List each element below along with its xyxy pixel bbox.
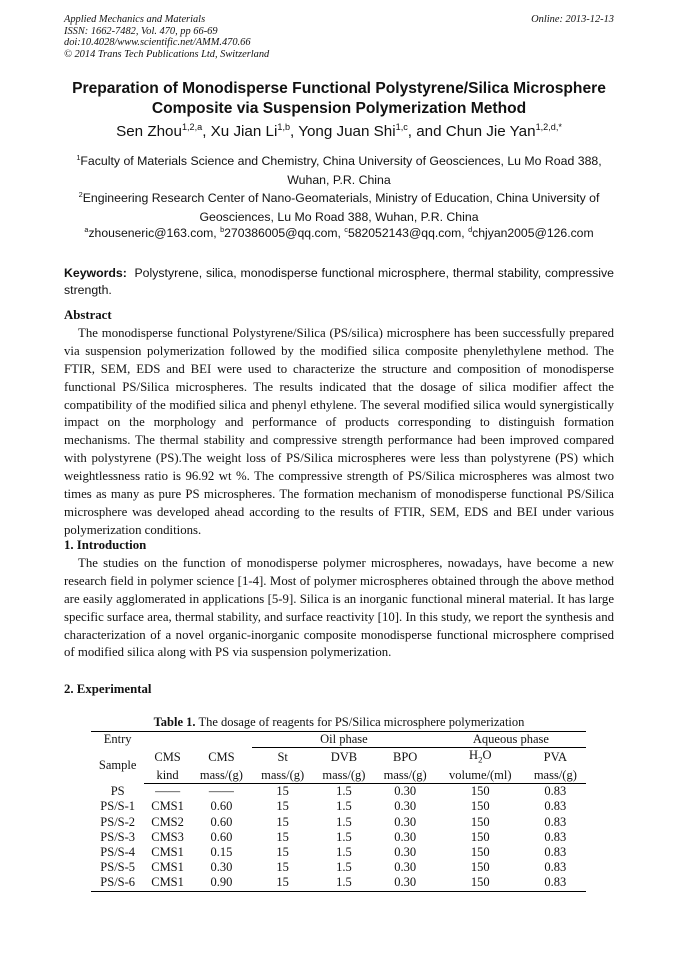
table-cell: CMS1 — [144, 875, 190, 891]
table-row — [91, 875, 586, 891]
table-cell: PS/S-1 — [100, 799, 136, 814]
author: Yong Juan Shi$^{1,c}$, and — [298, 121, 446, 140]
table-cell: 0.83 — [544, 799, 567, 814]
table-cell: 0.60 — [210, 799, 233, 814]
table-cell: 150 — [470, 784, 490, 799]
table-cell: 150 — [470, 829, 490, 844]
author: Xu Jian Li$^{1,b}$, — [210, 121, 299, 140]
running-header — [64, 14, 614, 60]
author: Chun Jie Yan$^{1,2,d,*}$ — [445, 121, 562, 140]
online-date: Online: 2013-12-13 — [531, 14, 614, 25]
table-cell: 0.60 — [210, 829, 233, 844]
table-cell: 150 — [436, 875, 525, 891]
table-cell: PS/S-3 — [100, 829, 136, 844]
table-cell: CMS1 — [151, 860, 184, 875]
table-cell: 15 — [276, 799, 289, 814]
table-cell: —— — [155, 784, 181, 799]
column-unit: mass/(g) — [313, 768, 374, 784]
table-header-row — [91, 732, 586, 748]
table-row — [91, 845, 586, 860]
table-row — [91, 830, 586, 845]
author-list — [30, 123, 648, 140]
table-row — [91, 815, 586, 830]
column-unit: mass/(g) — [252, 768, 313, 784]
email: $^d$chjyan2005@126.com — [468, 224, 594, 240]
title-line-1: Preparation of Monodisperse Functional Polystyrene/Silica Microsphere — [72, 80, 606, 97]
table-header-row — [91, 768, 586, 784]
author: Sen Zhou$^{1,2,a}$, — [116, 121, 211, 140]
table-cell: 150 — [470, 814, 490, 829]
table-cell: 1.5 — [336, 844, 352, 859]
table-cell: PS/S-2 — [100, 814, 136, 829]
affiliation-2: $^2$Engineering Research Center of Nano-Geomaterials, Ministry of Education, China University of Geosciences, Lu Mo Road 388, Wuhan, P.R. China — [78, 189, 600, 224]
column-header: St — [277, 750, 288, 765]
table-cell: 150 — [470, 860, 490, 875]
email: $^b$270386005@qq.com, — [220, 224, 345, 240]
table-cell: 0.30 — [394, 829, 417, 844]
table-cell: 0.15 — [210, 844, 233, 859]
table-cell: 0.83 — [544, 814, 567, 829]
copyright-line: © 2014 Trans Tech Publications Ltd, Switzerland — [64, 48, 270, 60]
keywords — [64, 265, 614, 299]
table-cell: 0.30 — [394, 844, 417, 859]
table-cell: CMS3 — [151, 829, 184, 844]
table-cell: 15 — [276, 829, 289, 844]
introduction-text: The studies on the function of monodisperse polymer microspheres, nowadays, have become a new research field in polymer science [1-4]. Most of polymer microspheres obtained through the above method are easily agglomerated in applications [5-9]. Silica is an inorganic functional mineral material. It has large specific surface area, thermal stability, and surface reactivity [10]. In this study, we report the synthesis and characterization of a novel organic-inorganic composite monodisperse functional microsphere comprised of modified silica along with PS via suspension polymerization. — [64, 555, 614, 660]
doi-line: doi:10.4028/www.scientific.net/AMM.470.66 — [64, 37, 251, 49]
experimental-section — [64, 681, 614, 699]
column-unit: mass/(g) — [525, 768, 586, 784]
affiliation-1: $^1$Faculty of Materials Science and Chemistry, China University of Geosciences, Lu Mo Road 388, Wuhan, P.R. China — [76, 152, 602, 187]
table-cell: 15 — [276, 784, 289, 799]
table-cell: 0.30 — [394, 860, 417, 875]
table-cell: 1.5 — [336, 814, 352, 829]
column-unit: volume/(ml) — [436, 768, 525, 784]
table-cell: 15 — [276, 860, 289, 875]
title-line-2: Composite via Suspension Polymerization Method — [151, 99, 527, 117]
experimental-heading: 2. Experimental — [64, 682, 152, 696]
introduction-heading: 1. Introduction — [64, 538, 147, 552]
table-cell: 1.5 — [313, 875, 374, 891]
column-header: PVA — [543, 750, 568, 765]
column-unit: mass/(g) — [191, 768, 252, 784]
author-emails — [40, 226, 638, 240]
table-cell: 1.5 — [336, 799, 352, 814]
email: $^c$582052143@qq.com, — [344, 224, 469, 240]
table-caption: Table 1. The dosage of reagents for PS/Silica microsphere polymerization — [153, 715, 525, 729]
table-row — [91, 784, 586, 800]
table-cell: 0.60 — [210, 814, 233, 829]
table-cell: PS/S-4 — [100, 844, 136, 859]
abstract-section — [64, 307, 614, 540]
column-unit: kind — [144, 768, 190, 784]
table-cell: PS/S-6 — [91, 875, 144, 891]
column-header: CMS — [154, 750, 181, 765]
table-cell: 1.5 — [336, 829, 352, 844]
column-header: BPO — [393, 750, 418, 765]
keywords-text: Polystyrene, silica, monodisperse functional microsphere, thermal stability, compressive strength. — [64, 266, 614, 297]
table-row — [91, 799, 586, 814]
aqueous-phase-header: Aqueous phase — [436, 732, 586, 748]
table-cell: 0.30 — [375, 875, 436, 891]
introduction-section — [64, 537, 614, 662]
column-header: DVB — [330, 750, 358, 765]
table-cell: 0.30 — [210, 860, 233, 875]
table-cell: 0.90 — [191, 875, 252, 891]
table-cell: 0.83 — [544, 829, 567, 844]
column-header: $H_2O$ — [469, 748, 492, 765]
entry-header: Entry — [91, 732, 144, 748]
table-cell: CMS1 — [151, 844, 184, 859]
column-header: CMS — [208, 750, 235, 765]
email: $^a$zhouseneric@163.com, — [84, 224, 221, 240]
table-cell: 0.30 — [394, 784, 417, 799]
table-cell: 1.5 — [336, 784, 352, 799]
column-unit: mass/(g) — [375, 768, 436, 784]
table-cell: CMS2 — [151, 814, 184, 829]
table-cell: 150 — [470, 844, 490, 859]
table-cell: PS/S-5 — [100, 860, 136, 875]
keywords-label: Keywords: — [64, 266, 127, 280]
table-cell: 0.83 — [544, 844, 567, 859]
table-cell: 15 — [252, 875, 313, 891]
table-header-row — [91, 748, 586, 768]
table-cell: 0.83 — [544, 784, 567, 799]
table-cell: 0.83 — [525, 875, 586, 891]
table-cell: 1.5 — [336, 860, 352, 875]
table-cell: 15 — [276, 844, 289, 859]
table-cell: CMS1 — [151, 799, 184, 814]
table-cell: 150 — [470, 799, 490, 814]
table-cell: 0.83 — [544, 860, 567, 875]
journal-name: Applied Mechanics and Materials — [64, 14, 206, 25]
table-cell: 0.30 — [394, 799, 417, 814]
table-cell: 15 — [276, 814, 289, 829]
table-row — [91, 860, 586, 875]
table-cell: 0.30 — [394, 814, 417, 829]
table-cell: PS — [110, 783, 125, 798]
reagents-table — [91, 731, 586, 892]
table-cell: —— — [208, 784, 234, 799]
oil-phase-header: Oil phase — [252, 732, 436, 748]
paper-title — [40, 79, 638, 118]
abstract-text: The monodisperse functional Polystyrene/Silica (PS/silica) microsphere has been successfully prepared via suspension polymerization followed by the modified silica composite phenylethylene method. The FTIR, SEM, EDS and BEI were used to characterize the structure and composition of monodisperse functional PS/Silica microspheres. The results indicated that the dosage of silica modifier affect the compatibility of the modified silica and phenyl ethylene. The several modified silica would synergistically impact on the morphology and performance of products corresponding to distinguish formation mechanisms. The thermal stability and compressive strength performance had been improved compared with polystyrene (PS).The weight loss of PS/Silica microspheres were less than polystyrene (PS) which weightlessness ratio is 96.92 wt %. The compressive strength of PS/Silica microspheres was almost two times as many as pure PS microspheres. The formation mechanism of monodisperse functional PS/Silica microsphere was developed ahead according to the results of FTIR, SEM, EDS and BEI under various polymerization conditions. — [64, 325, 614, 537]
sample-header: Sample — [98, 758, 137, 773]
issn-line: ISSN: 1662-7482, Vol. 470, pp 66-69 — [64, 25, 218, 37]
abstract-heading: Abstract — [64, 308, 112, 322]
